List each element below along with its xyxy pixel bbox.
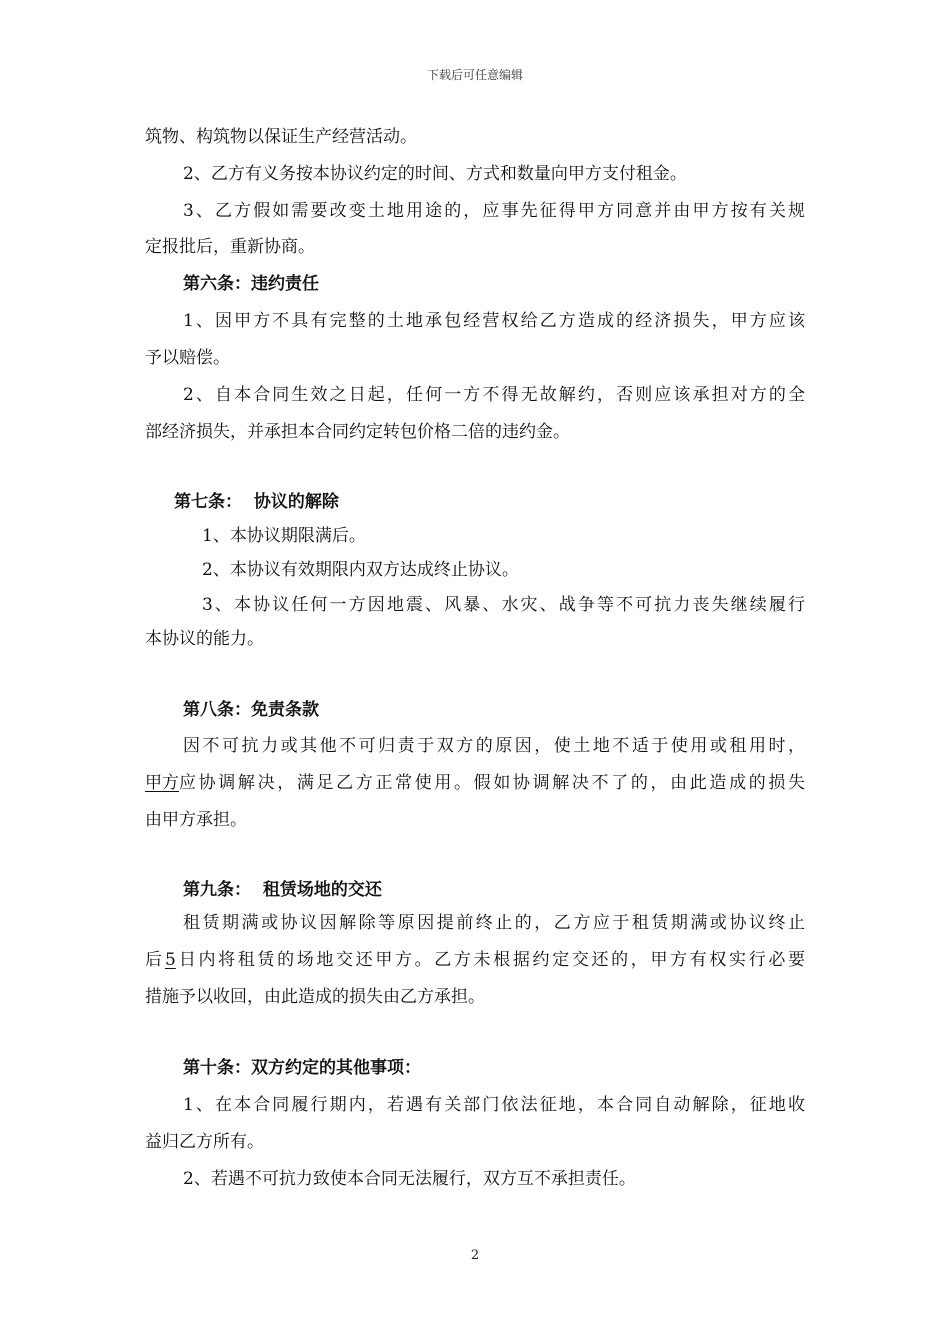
page-number: 2 — [470, 1248, 480, 1263]
text-line: 益归乙方所有。 — [145, 1132, 264, 1152]
text-line: 1、因甲方不具有完整的土地承包经营权给乙方造成的经济损失，甲方应该 — [183, 311, 805, 331]
underlined-text: 甲方 — [145, 773, 179, 793]
text-line: 1、本协议期限满后。 — [202, 526, 366, 546]
text-line: 2、乙方有义务按本协议约定的时间、方式和数量向甲方支付租金。 — [183, 164, 687, 184]
text-line: 租赁期满或协议因解除等原因提前终止的，乙方应于租赁期满或协议终止 — [183, 913, 805, 933]
section-heading-9: 第九条： 租赁场地的交还 — [183, 880, 382, 900]
text-line: 部经济损失，并承担本合同约定转包价格二倍的违约金。 — [145, 422, 570, 442]
text-line: 因不可抗力或其他不可归责于双方的原因，使土地不适于使用或租用时， — [183, 736, 805, 756]
text-line — [145, 949, 805, 971]
text-span: 日内将租赁的场地交还甲方。乙方未根据约定交还的，甲方有权实行必要 — [178, 950, 805, 970]
underlined-number: 5 — [165, 950, 176, 970]
text-line: 2、自本合同生效之日起，任何一方不得无故解约，否则应该承担对方的全 — [183, 385, 805, 405]
text-line: 定报批后，重新协商。 — [145, 237, 315, 257]
section-heading-10: 第十条：双方约定的其他事项： — [183, 1058, 421, 1078]
text-line: 1、在本合同履行期内，若遇有关部门依法征地，本合同自动解除，征地收 — [183, 1095, 805, 1115]
section-heading-7: 第七条： 协议的解除 — [174, 492, 339, 512]
section-heading-6: 第六条：违约责任 — [183, 274, 319, 294]
text-line: 予以赔偿。 — [145, 348, 230, 368]
page-header: 下载后可任意编辑 — [426, 68, 523, 82]
text-line: 2、若遇不可抗力致使本合同无法履行，双方互不承担责任。 — [183, 1169, 636, 1189]
text-line: 筑物、构筑物以保证生产经营活动。 — [145, 127, 417, 147]
text-line: 措施予以收回，由此造成的损失由乙方承担。 — [145, 987, 485, 1007]
text-line: 由甲方承担。 — [145, 810, 247, 830]
text-line: 3、乙方假如需要改变土地用途的，应事先征得甲方同意并由甲方按有关规 — [183, 201, 805, 221]
text-line — [145, 772, 805, 794]
text-span: 应协调解决，满足乙方正常使用。假如协调解决不了的，由此造成的损失 — [179, 773, 805, 793]
text-line: 本协议的能力。 — [145, 629, 264, 649]
text-span: 后 — [145, 950, 162, 970]
section-heading-8: 第八条：免责条款 — [183, 700, 319, 720]
text-line: 2、本协议有效期限内双方达成终止协议。 — [202, 560, 519, 580]
text-line: 3、本协议任何一方因地震、风暴、水灾、战争等不可抗力丧失继续履行 — [202, 595, 805, 615]
